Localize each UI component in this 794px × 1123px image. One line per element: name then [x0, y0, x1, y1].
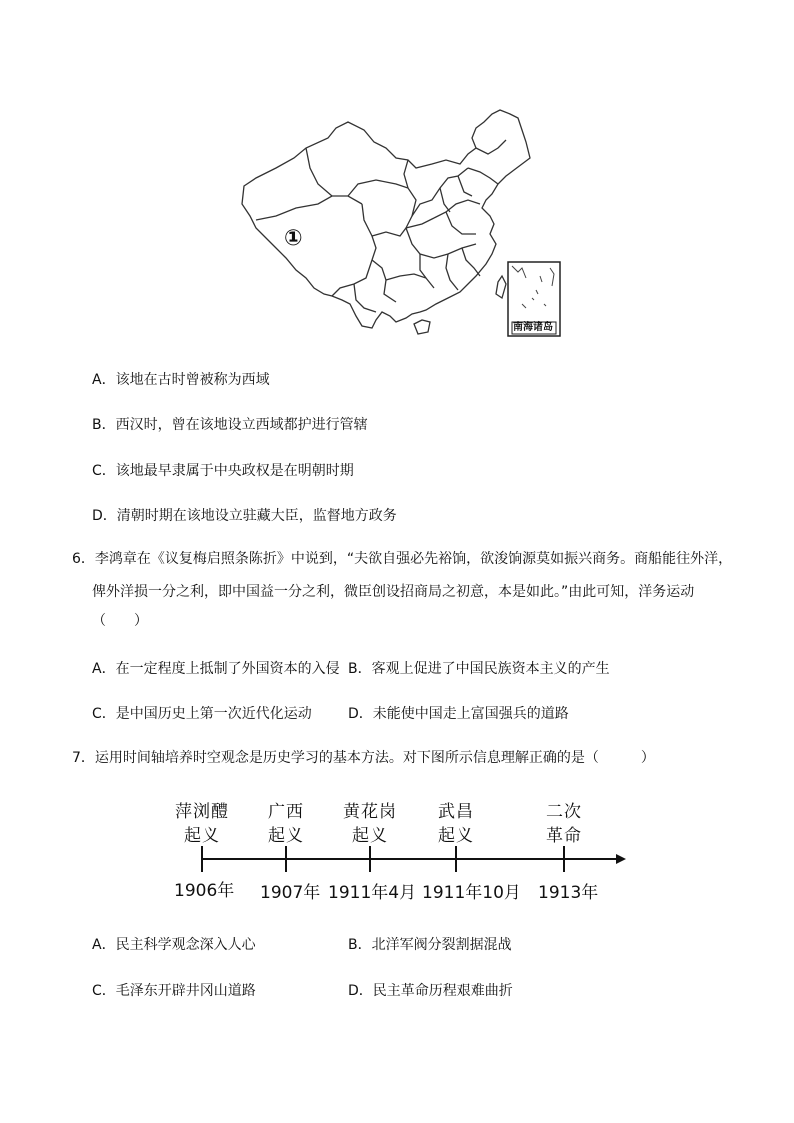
timeline-event-4-line2: 起义 — [438, 826, 474, 846]
timeline-event-1-line2: 起义 — [184, 826, 220, 846]
timeline-event-5-line1: 二次 — [546, 802, 582, 822]
timeline-event-5-line2: 革命 — [546, 826, 582, 846]
timeline-event-3-line2: 起义 — [352, 826, 388, 846]
timeline-event-5 — [534, 800, 594, 848]
inset-label: 南海诸岛 — [513, 322, 553, 333]
timeline-event-3-line1: 黄花岗 — [343, 802, 397, 822]
timeline-figure — [170, 796, 630, 906]
timeline-event-1-line1: 萍浏醴 — [175, 802, 229, 822]
q6-answer-blank: （ ） — [92, 613, 148, 629]
q7-option-d: D．民主革命历程艰难曲折 — [348, 983, 513, 999]
china-map-figure — [236, 108, 566, 340]
q5-option-a: A．该地在古时曾被称为西域 — [92, 372, 270, 388]
timeline-date-3: 1911年4月 — [328, 883, 417, 903]
timeline-event-4-line1: 武昌 — [438, 802, 474, 822]
timeline-date-5: 1913年 — [538, 883, 599, 903]
q5-option-d: D．清朝时期在该地设立驻藏大臣，监督地方政务 — [92, 508, 397, 524]
q6-stem-line-2: 俾外洋损一分之利，即中国益一分之利，微臣创设招商局之初意，本是如此。”由此可知，洋务运动 — [92, 584, 695, 600]
q6-stem-line-1: 6．李鸿章在《议复梅启照条陈折》中说到，“夫欲自强必先裕饷，欲浚饷源莫如振兴商务。商船能往外洋， — [72, 551, 733, 567]
timeline-event-2 — [256, 800, 316, 848]
timeline-event-2-line1: 广西 — [268, 802, 304, 822]
map-marker-1: ① — [284, 226, 303, 251]
timeline-date-1: 1906年 — [174, 881, 235, 901]
timeline-date-4: 1911年10月 — [422, 883, 521, 903]
q7-option-b: B．北洋军阀分裂割据混战 — [348, 937, 512, 953]
q7-option-a: A．民主科学观念深入人心 — [92, 937, 256, 953]
q7-stem: 7．运用时间轴培养时空观念是历史学习的基本方法。对下图所示信息理解正确的是（ ） — [72, 750, 655, 766]
q6-option-d: D．未能使中国走上富国强兵的道路 — [348, 706, 569, 722]
q6-option-b: B．客观上促进了中国民族资本主义的产生 — [348, 661, 610, 677]
timeline-event-2-line2: 起义 — [268, 826, 304, 846]
timeline-event-4 — [426, 800, 486, 848]
timeline-event-1 — [172, 800, 232, 848]
q5-option-c: C．该地最早隶属于中央政权是在明朝时期 — [92, 463, 354, 479]
q5-option-b: B．西汉时，曾在该地设立西域都护进行管辖 — [92, 417, 368, 433]
q6-option-a: A．在一定程度上抵制了外国资本的入侵 — [92, 661, 340, 677]
q6-option-c: C．是中国历史上第一次近代化运动 — [92, 706, 312, 722]
timeline-date-2: 1907年 — [260, 883, 321, 903]
timeline-event-3 — [340, 800, 400, 848]
q7-option-c: C．毛泽东开辟井冈山道路 — [92, 983, 256, 999]
china-map-outline — [236, 108, 566, 340]
